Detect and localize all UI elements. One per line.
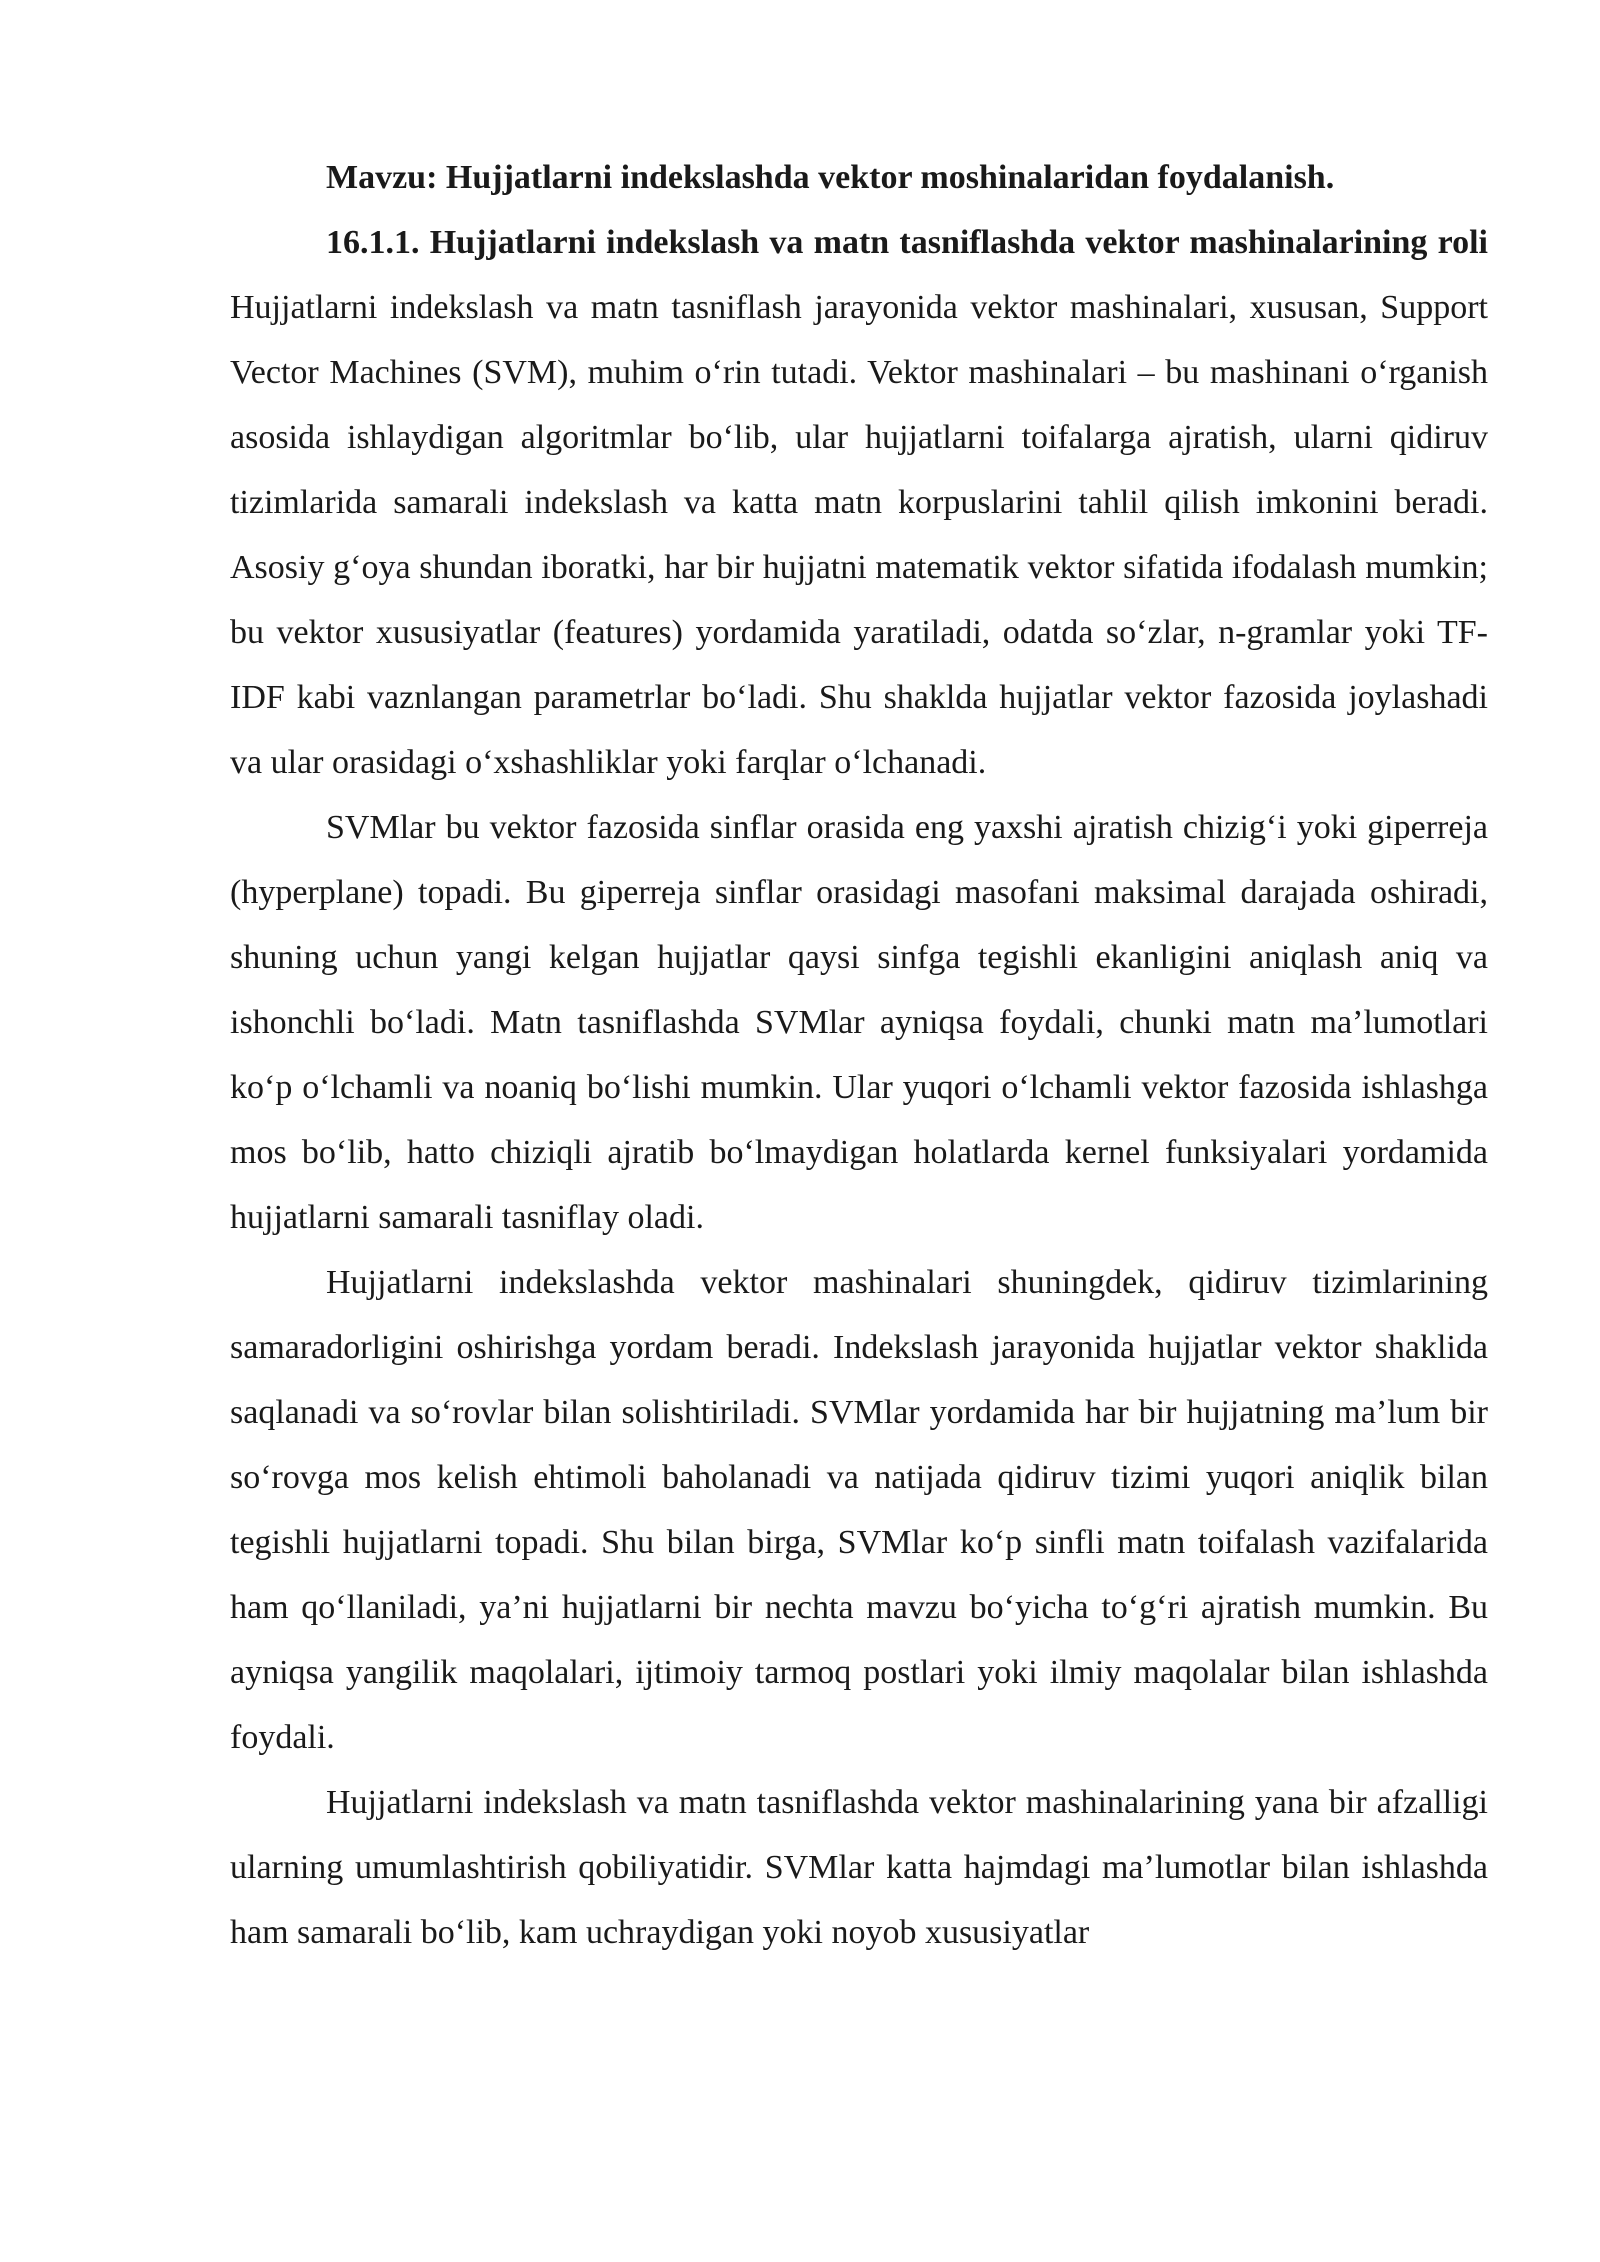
section-heading: 16.1.1. Hujjatlarni indekslash va matn tasniflashda vektor mashinalarining roli	[326, 224, 1488, 261]
section-paragraph	[230, 210, 1488, 795]
body-paragraph-1: SVMlar bu vektor fazosida sinflar orasida eng yaxshi ajratish chizig‘i yoki giperreja (hyperplane) topadi. Bu giperreja sinflar orasidagi masofani maksimal darajada oshiradi, shuning uchun yangi kelgan hujjatlar qaysi sinfga tegishli ekanligini aniqlash aniq va ishonchli bo‘ladi. Matn tasniflashda SVMlar ayniqsa foydali, chunki matn ma’lumotlari ko‘p o‘lchamli va noaniq bo‘lishi mumkin. Ular yuqori o‘lchamli vektor fazosida ishlashga mos bo‘lib, hatto chiziqli ajratib bo‘lmaydigan holatlarda kernel funksiyalari yordamida hujjatlarni samarali tasniflay oladi.	[230, 809, 1488, 1236]
title-text: Mavzu: Hujjatlarni indekslashda vektor moshinalaridan foydalanish.	[326, 159, 1335, 196]
section-intro-text: Hujjatlarni indekslash va matn tasniflash jarayonida vektor mashinalari, xususan, Support Vector Machines (SVM), muhim o‘rin tutadi. Vektor mashinalari – bu mashinani o‘rganish asosida ishlaydigan algoritmlar bo‘lib, ular hujjatlarni toifalarga ajratish, ularni qidiruv tizimlarida samarali indekslash va katta matn korpuslarini tahlil qilish imkonini beradi. Asosiy g‘oya shundan iboratki, har bir hujjatni matematik vektor sifatida ifodalash mumkin; bu vektor xususiyatlar (features) yordamida yaratiladi, odatda so‘zlar, n-gramlar yoki TF-IDF kabi vaznlangan parametrlar bo‘ladi. Shu shaklda hujjatlar vektor fazosida joylashadi va ular orasidagi o‘xshashliklar yoki farqlar o‘lchanadi.	[230, 289, 1488, 781]
document-page	[230, 145, 1488, 1965]
body-paragraph-2: Hujjatlarni indekslashda vektor mashinalari shuningdek, qidiruv tizimlarining samaradorligini oshirishga yordam beradi. Indekslash jarayonida hujjatlar vektor shaklida saqlanadi va so‘rovlar bilan solishtiriladi. SVMlar yordamida har bir hujjatning ma’lum bir so‘rovga mos kelish ehtimoli baholanadi va natijada qidiruv tizimi yuqori aniqlik bilan tegishli hujjatlarni topadi. Shu bilan birga, SVMlar ko‘p sinfli matn toifalash vazifalarida ham qo‘llaniladi, ya’ni hujjatlarni bir nechta mavzu bo‘yicha to‘g‘ri ajratish mumkin. Bu ayniqsa yangilik maqolalari, ijtimoiy tarmoq postlari yoki ilmiy maqolalar bilan ishlashda foydali.	[230, 1264, 1488, 1756]
document-title	[230, 145, 1488, 210]
body-paragraph-3: Hujjatlarni indekslash va matn tasniflashda vektor mashinalarining yana bir afzalligi ularning umumlashtirish qobiliyatidir. SVMlar katta hajmdagi ma’lumotlar bilan ishlashda ham samarali bo‘lib, kam uchraydigan yoki noyob xususiyatlar	[230, 1784, 1488, 1951]
